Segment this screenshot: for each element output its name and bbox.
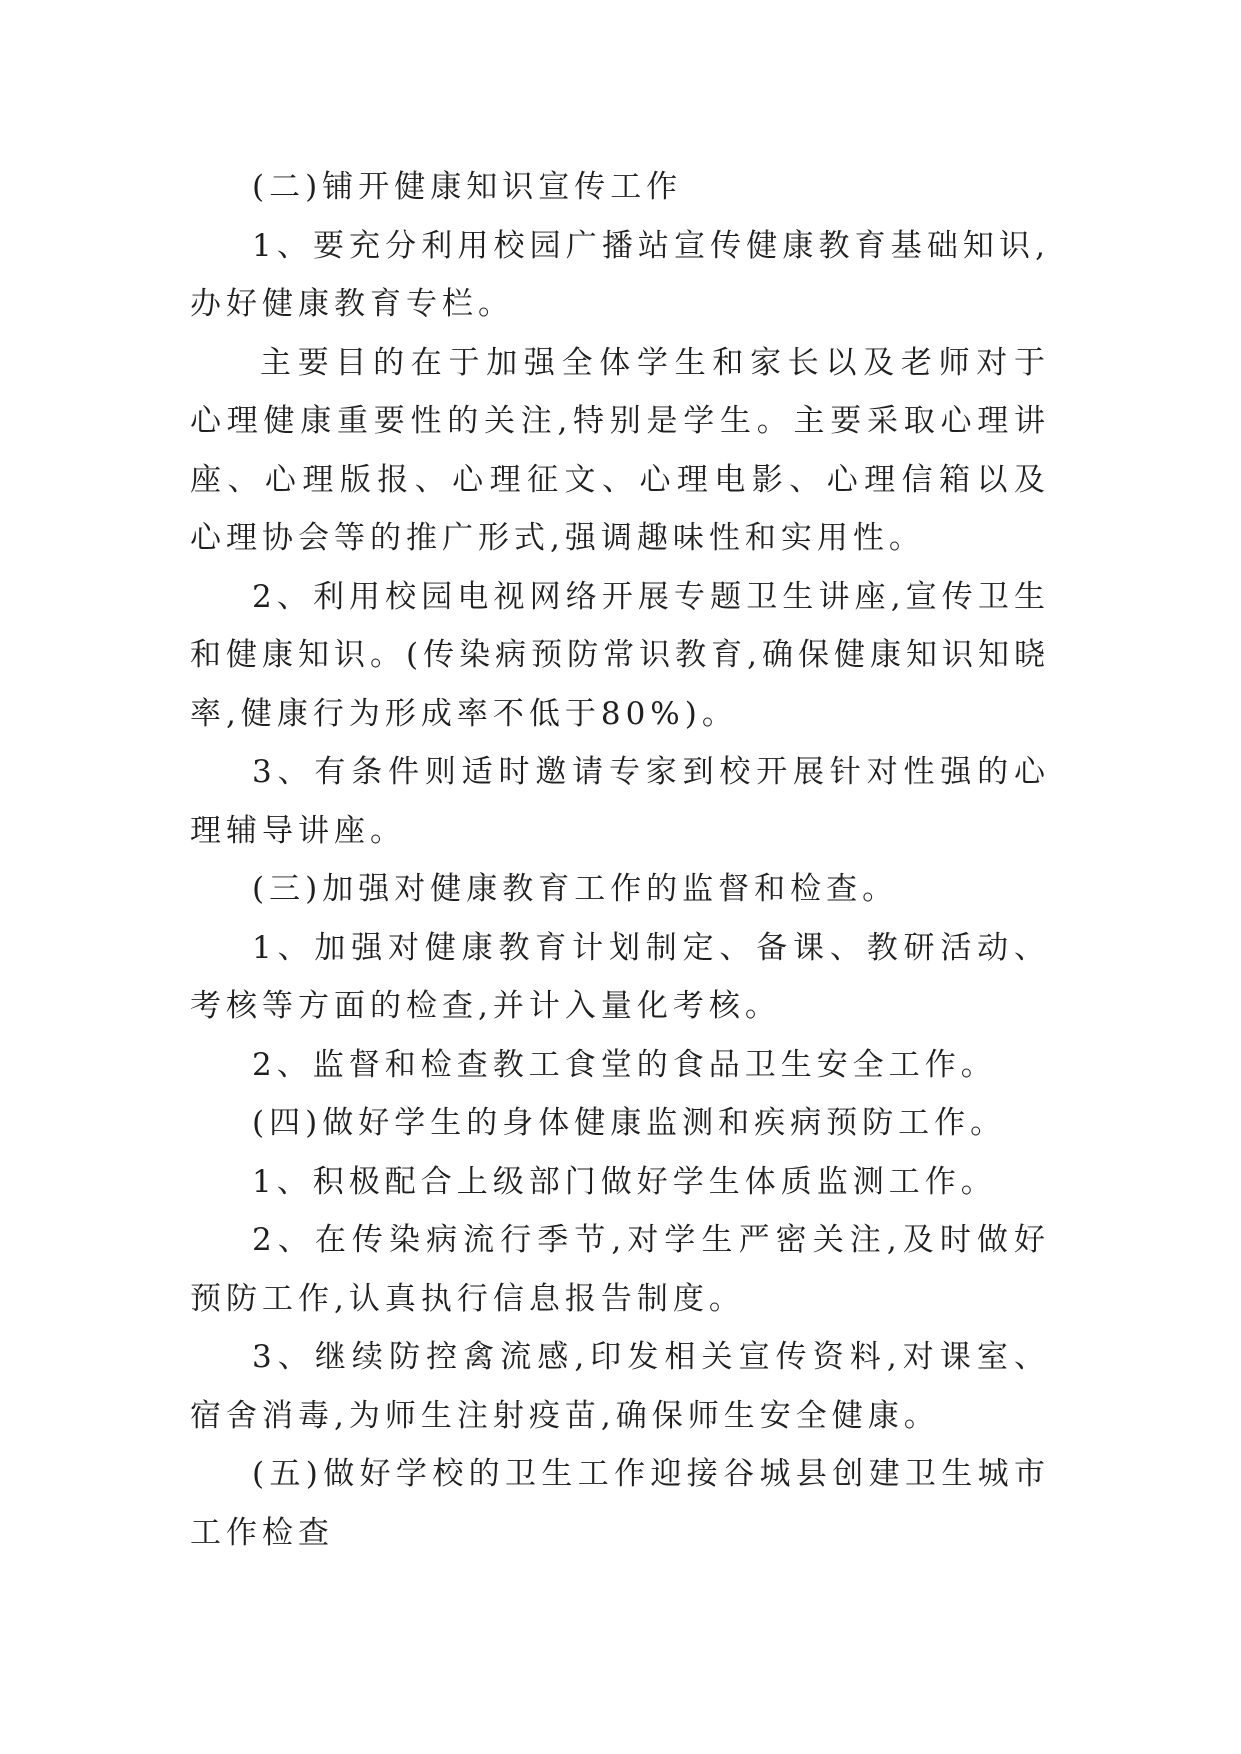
paragraph: 3、有条件则适时邀请专家到校开展针对性强的心理辅导讲座。: [190, 754, 1050, 849]
paragraph: 1、积极配合上级部门做好学生体质监测工作。: [252, 1163, 997, 1200]
paragraph: 1、要充分利用校园广播站宣传健康教育基础知识,办好健康教育专栏。: [190, 227, 1050, 322]
document-body: [190, 158, 1050, 1562]
section-heading-5: (五)做好学校的卫生工作迎接谷城县创建卫生城市工作检查: [190, 1456, 1050, 1551]
paragraph: 2、利用校园电视网络开展专题卫生讲座,宣传卫生和健康知识。(传染病预防常识教育,确保健康知识知晓率,健康行为形成率不低于80%)。: [190, 578, 1050, 732]
section-heading-4: (四)做好学生的身体健康监测和疾病预防工作。: [252, 1105, 1007, 1141]
paragraph: 1、加强对健康教育计划制定、备课、教研活动、考核等方面的检查,并计入量化考核。: [190, 929, 1050, 1024]
paragraph: 主要目的在于加强全体学生和家长以及老师对于心理健康重要性的关注,特别是学生。主要采取心理讲座、心理版报、心理征文、心理电影、心理信箱以及心理协会等的推广形式,强调趣味性和实用性。: [190, 344, 1050, 556]
section-heading-2: (二)铺开健康知识宣传工作: [252, 169, 683, 205]
paragraph: 3、继续防控禽流感,印发相关宣传资料,对课室、宿舍消毒,为师生注射疫苗,确保师生安全健康。: [190, 1339, 1050, 1434]
section-heading-3: (三)加强对健康教育工作的监督和检查。: [252, 871, 899, 907]
paragraph: 2、在传染病流行季节,对学生严密关注,及时做好预防工作,认真执行信息报告制度。: [190, 1222, 1050, 1317]
paragraph: 2、监督和检查教工食堂的食品卫生安全工作。: [252, 1046, 997, 1083]
